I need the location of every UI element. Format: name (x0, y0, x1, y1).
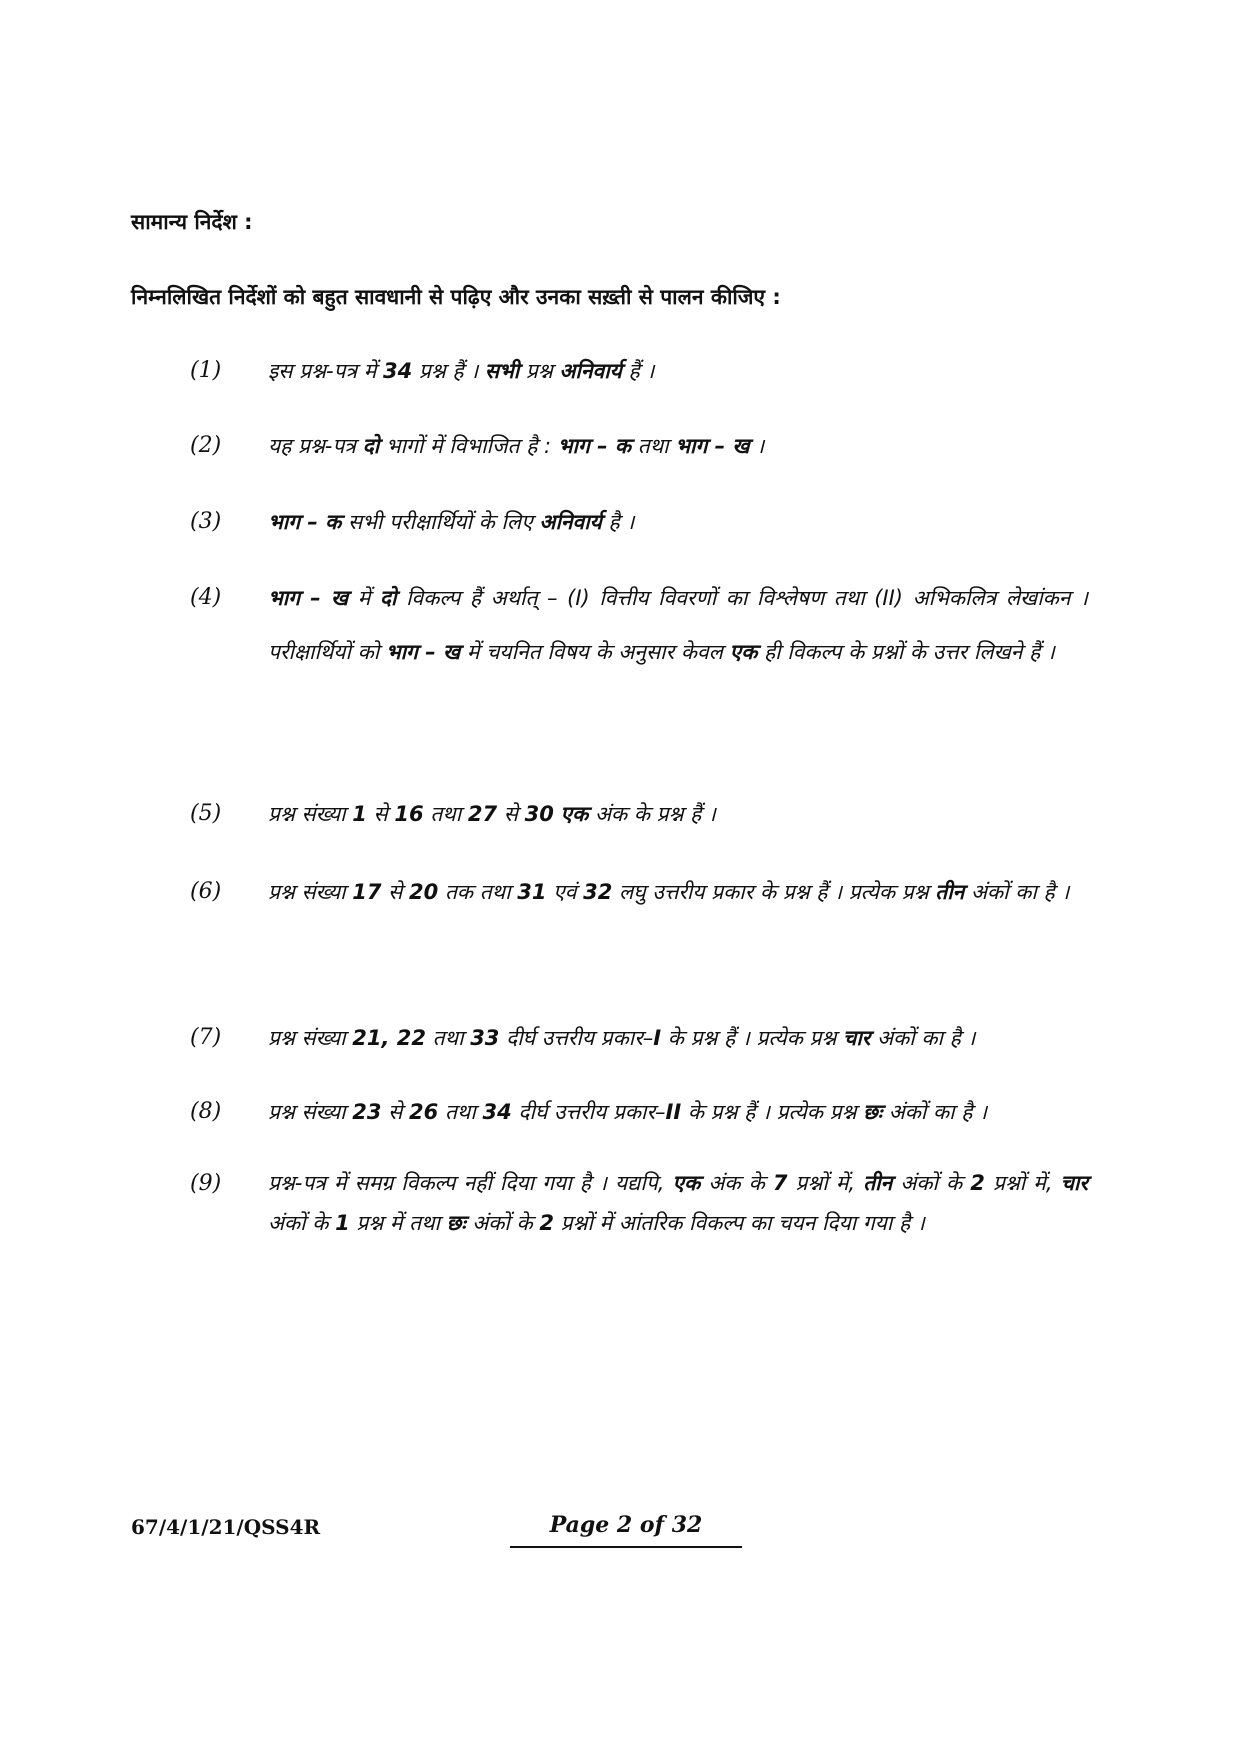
item-text: भाग – क सभी परीक्षार्थियों के लिए अनिवार्य है । (268, 510, 635, 534)
paper-code: 67/4/1/21/QSS4R (131, 1515, 321, 1539)
item-text: यह प्रश्न-पत्र दो भागों में विभाजित है : भाग – क तथा भाग – ख । (268, 434, 765, 458)
item-text: प्रश्न संख्या 23 से 26 तथा 34 दीर्घ उत्तरीय प्रकार–II के प्रश्न हैं । प्रत्येक प्रश्न छः अंकों का है । (268, 1100, 988, 1124)
item-number: (3) (190, 509, 222, 534)
item-number: (5) (190, 801, 222, 826)
item-text: प्रश्न-पत्र में समग्र विकल्प नहीं दिया गया है । यद्यपि, एक अंक के 7 प्रश्नों में, तीन अंकों के 2 प्रश्नों में, चार अंकों के 1 प्रश्न में तथा छः अंकों के 2 प्रश्नों में आंतरिक विकल्प का चयन दिया गया है । (268, 1171, 1089, 1235)
instructions-intro: निम्नलिखित निर्देशों को बहुत सावधानी से पढ़िए और उनका सख़्ती से पालन कीजिए : (131, 285, 781, 309)
item-text: प्रश्न संख्या 1 से 16 तथा 27 से 30 एक अंक के प्रश्न हैं । (268, 802, 716, 826)
item-number: (4) (190, 585, 222, 610)
item-number: (8) (190, 1099, 222, 1124)
item-number: (6) (190, 879, 222, 904)
section-heading: सामान्य निर्देश : (131, 210, 253, 234)
item-number: (7) (190, 1025, 222, 1050)
item-text: प्रश्न संख्या 17 से 20 तक तथा 31 एवं 32 लघु उत्तरीय प्रकार के प्रश्न हैं । प्रत्येक प्रश्न तीन अंकों का है । (268, 880, 1070, 904)
item-number: (9) (190, 1171, 222, 1196)
item-text: भाग – ख में दो विकल्प हैं अर्थात् – (I) वित्तीय विवरणों का विश्लेषण तथा (II) अभिकलित्र लेखांकन । परीक्षार्थियों को भाग – ख में चयनित विषय के अनुसार केवल एक ही विकल्प के प्रश्नों के उत्तर लिखने हैं । (268, 586, 1088, 664)
item-text: इस प्रश्न-पत्र में 34 प्रश्न हैं । सभी प्रश्न अनिवार्य हैं । (268, 359, 655, 383)
page-number: Page 2 of 32 (510, 1512, 742, 1548)
item-number: (1) (190, 358, 222, 383)
item-text: प्रश्न संख्या 21, 22 तथा 33 दीर्घ उत्तरीय प्रकार–I के प्रश्न हैं । प्रत्येक प्रश्न चार अंकों का है । (268, 1026, 976, 1050)
item-number: (2) (190, 433, 222, 458)
